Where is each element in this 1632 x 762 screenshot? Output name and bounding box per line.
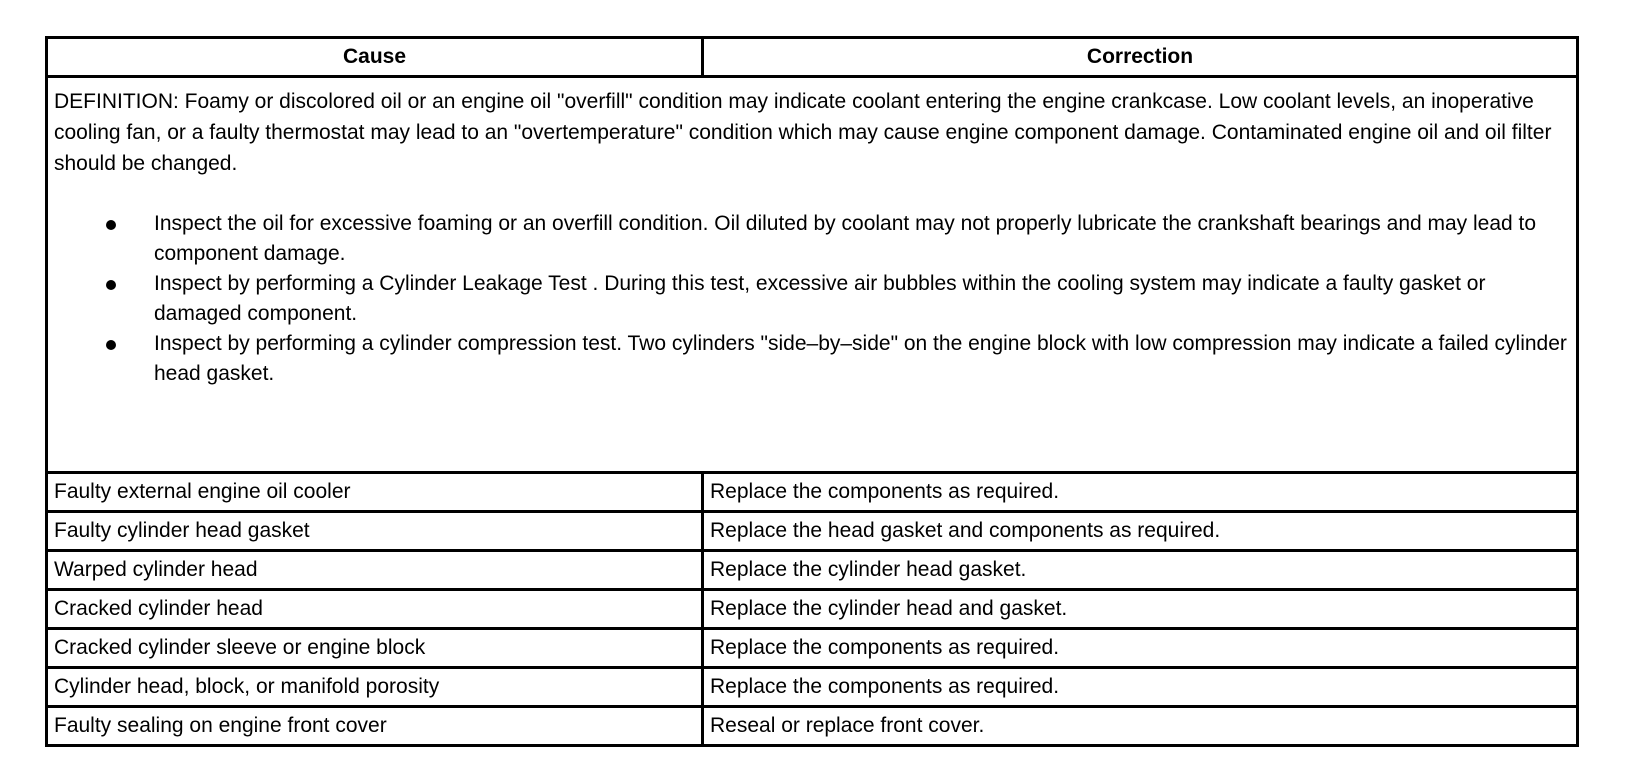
definition-row — [47, 77, 1578, 473]
definition-text: DEFINITION: Foamy or discolored oil or an engine oil "overfill" condition may indicate coolant entering the engine crankcase. Low coolant levels, an inoperative cooling fan, or a faulty thermostat may lead to an "overtemperature" condition which may cause engine component damage. Contaminated engine oil and oil filter should be changed. — [54, 90, 1552, 175]
cause-cell: Cylinder head, block, or manifold porosity — [47, 668, 703, 707]
correction-cell: Replace the cylinder head gasket. — [703, 551, 1578, 590]
table-row — [47, 629, 1578, 668]
bullet-icon — [106, 280, 116, 290]
header-row — [47, 38, 1578, 77]
correction-cell: Replace the components as required. — [703, 473, 1578, 512]
list-item — [54, 269, 1570, 329]
list-item — [54, 209, 1570, 269]
cause-cell: Faulty cylinder head gasket — [47, 512, 703, 551]
list-item — [54, 329, 1570, 389]
list-item-text: Inspect by performing a Cylinder Leakage Test . During this test, excessive air bubbles within the cooling system may indicate a faulty gasket or damaged component. — [154, 272, 1486, 325]
table-row — [47, 590, 1578, 629]
table-row — [47, 473, 1578, 512]
correction-cell: Replace the head gasket and components as required. — [703, 512, 1578, 551]
cause-cell: Cracked cylinder head — [47, 590, 703, 629]
correction-header: Correction — [703, 38, 1578, 77]
bullet-icon — [106, 220, 116, 230]
list-item-text: Inspect by performing a cylinder compression test. Two cylinders "side–by–side" on the engine block with low compression may indicate a failed cylinder head gasket. — [154, 332, 1567, 385]
inspection-list — [54, 209, 1570, 389]
table-row — [47, 707, 1578, 746]
table-row — [47, 551, 1578, 590]
cause-cell: Cracked cylinder sleeve or engine block — [47, 629, 703, 668]
definition-cell — [47, 77, 1578, 473]
list-item-text: Inspect the oil for excessive foaming or an overfill condition. Oil diluted by coolant may not properly lubricate the crankshaft bearings and may lead to component damage. — [154, 212, 1537, 265]
table-row — [47, 668, 1578, 707]
table-row — [47, 512, 1578, 551]
correction-cell: Replace the components as required. — [703, 629, 1578, 668]
cause-cell: Warped cylinder head — [47, 551, 703, 590]
cause-cell: Faulty external engine oil cooler — [47, 473, 703, 512]
correction-cell: Reseal or replace front cover. — [703, 707, 1578, 746]
cause-cell: Faulty sealing on engine front cover — [47, 707, 703, 746]
bullet-icon — [106, 340, 116, 350]
diagnostic-table — [45, 36, 1579, 747]
cause-header: Cause — [47, 38, 703, 77]
correction-cell: Replace the components as required. — [703, 668, 1578, 707]
correction-cell: Replace the cylinder head and gasket. — [703, 590, 1578, 629]
